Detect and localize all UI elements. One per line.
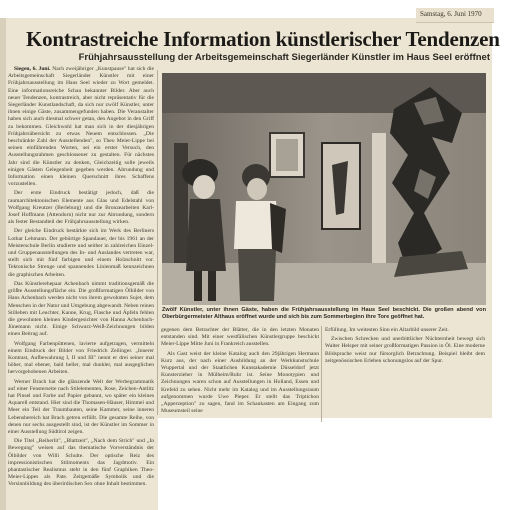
paragraph: Zwischen Schrecken und unerbittlicher Nüchternheit bewegt sich Walter Helsper mit seiner großformatigen Passion in Öl. Eine moderne Bildsprache weist nur fürsorglich Betrachtung. Beispiel bleibt dem zeitgenössischen Erleben schonungslos auf der Spur. [325,336,485,364]
exhibition-photo-graphic [162,73,486,305]
paragraph: Als Gast weist der kleine Katalog auch den 29jährigen Hermann Kurz aus, der nach einer Ausbildung an der Werkkunstschule Wuppertal und der Staatlichen Kunstakademie Düsseldorf jetzt Kunsterzieher in Mülheim/Ruhr ist. Seine Monotypien und Zeichnungen waren schon auf Ausstellungen in Holland, Essen und Krefeld zu sehen. Nicht mehr im Katalog und im Ausstellungsraum aufgenommen wurde Uwe Pieper. Er stellt das Triptichon „Apperzeption" zu sagen, fand im Schaukasten am Eingang zum Museumsteil seine [161,350,319,415]
paragraph: Die Titel „Reiherlit", „Blattzeit", „Nach dem Strich" und „In Bewegung" weisen auf das thematische Vorverständnis der Ölbilder von Willi Schulte. Der optische Reiz des impressionistischen Stilmoments das Jagdmotiv. Ein phantastischer Realismus steht in den fünf Graphiken Theo-Meier-Lippes als Pate. Zeitgemäße Symbolik und die Versinnbildung des überirdischen Sex ohne Inhalt bestimmen. [8,438,154,488]
paragraph: gegenen dem Betrachter der Blätter, die in den letzten Monaten entstanden sind. Mit einer westfälischen Künstlergruppe beschickt Meier-Lippe Mitte Juni in Frankreich ausstellen. [161,327,319,348]
paragraph-text: Nach zweijähriger „Kunstpause" hat sich die Arbeitsgemeinschaft Siegerländer Künstler mit einer Frühjahrsausstellung im Haus Seel wieder zu Wort gemeldet. Eine informationsreiche Schau bekannter Bilder. Aber auch neuer Tendenzen, kontrastreich, aber nicht repräsentativ für die Siegerländer Kunstlandschaft, da sich nur zwölf Künstler, unter ihnen einige Gäste, zusammengefunden haben. Die Veranstalter haben sich auch diesmal schwer getan, den Angebot in den Griff zu bekommen. Gleichwohl hat man sich in der diesjährigen Frühjahrsübersicht zu etwas Neuem entschlossen. „Die beschränkte Zahl der Ausstellenden", so Theo Meier-Lippe bei seinen einführenden Worten, sei ein erster Versuch, den Ausstellungsrahmen geschlossener zu gestalten. Für nächstes Jahr sind die Künstler zu denken, Gleichzeitig solle jeweils einigen Gästen Gelegenheit gegeben werden. Abrundung und Information einen kleinen Querschnitt ihres Schaffens vorzustellen. [8,66,154,188]
article-subheadline: Frühjahrsausstellung der Arbeitsgemeinschaft Siegerländer Künstler im Haus Seel eröffnet [78,52,490,63]
column-divider [157,70,158,415]
issue-date: Samstag, 6. Juni 1970 [420,10,482,18]
dateline: Siegen, 6. Juni. [14,66,51,72]
paragraph: Erfüllung. Im weitesten Sinn ein Altarbild unserer Zeit. [325,327,449,333]
paragraph: Werner Brach hat die glänzende Welt der Werbegrammatik auf einer Fensterseite nach Stilelementen, Rose, Zeichen-Antlitz hat Pinsel und Farbe auf Papier gebannt, wo später ein kleines Aquarell entstand. Hier sind die Thomasen-Häuser, Himmel und Meer ein Teil der Traumbauten, seine Kammer, seine inneren Lebensbereich hat Brach getreu erfüllt. Die gesamte Reihe, von denen nur sechs ausgestellt sind, ist der Künstler im Sommer in einer Ausstellung Südtirol zeigen. [8,378,154,435]
article-column-right [325,327,485,395]
paragraph: Wolfgang Farbenpüttenen, lavierte aufgetragen, vermitteln einem Eindruck der Bilder von Friedrich Zeilinger. „Innerer Kontrast, Aufbewahrung I, II und III" nennt er drei seiner mal höher, mal ebener, bald heller, mal dunkler, mal ausgeglichen hervorgehobenen Arbeiten. [8,340,154,376]
article-column-middle [161,327,319,422]
exhibition-photo [162,73,486,305]
article-headline: Kontrastreiche Information künstlerischer Tendenzen [26,27,500,51]
photo-caption: Zwölf Künstler, unter ihnen Gäste, haben die Frühjahrsausstellung im Haus Seel beschickt. Die großen abend von Oberbürgermeister Althaus eröffnet wurde und sich bis zum Sommerbeginn ihre Tore geöffnet hat. [162,307,486,320]
paragraph: Der erste Eindruck bestätigt jedoch, daß die raumarchitektonischen Elemente aus Glas und Edelstahl von Wolfgang Kreutzer (Berleburg) und die Bronzearbeiten Karl-Josef Hoffmann (Attendorn) nicht nur zur Abrundung, sondern als fester Bestandteil der Frühjahrsausstellung wirken. [8,190,154,226]
column-divider [321,326,322,422]
paragraph: Das Künstlerehepaar Achenbach nimmt traditionsgemäß die größte Ausstellungsfläche ein. Die großformatigen Ölbilder von Hans Achenbach werden nicht von ihrem gewohnten Sujet, dem Menschen in der Natur und Umgebung abgewandt. Neben reinen Stilleben mit Leuchter, Kanne, Krug, Flasche und Äpfeln fehlen die gewohnten kleinen Kindergesichter von Hanna Achenbach-Jünemann nicht. Einige Schwarz-Weiß-Zeichnungen bilden einen Beitrag auf. [8,280,154,338]
clipping-edge [0,18,6,510]
article-column-left [8,66,154,506]
paragraph: Der gleiche Eindruck bestärkte sich im Werk des Berliners Lothar Lehmann. Der gebürtige Spandauer, der bis 1961 an der Meisterschule Berlin studierte und seither in zahlreichen Einzel- und Gruppenausstellungen des In- und Auslandes vertreten war, stellt sich mit fünf farbigen und einem Holzschnitt vor. Tektonische Strenge und spannendes Linienmaß kennzeichnen die graphischen Arbeiten. [8,228,154,278]
paragraph [8,66,154,188]
